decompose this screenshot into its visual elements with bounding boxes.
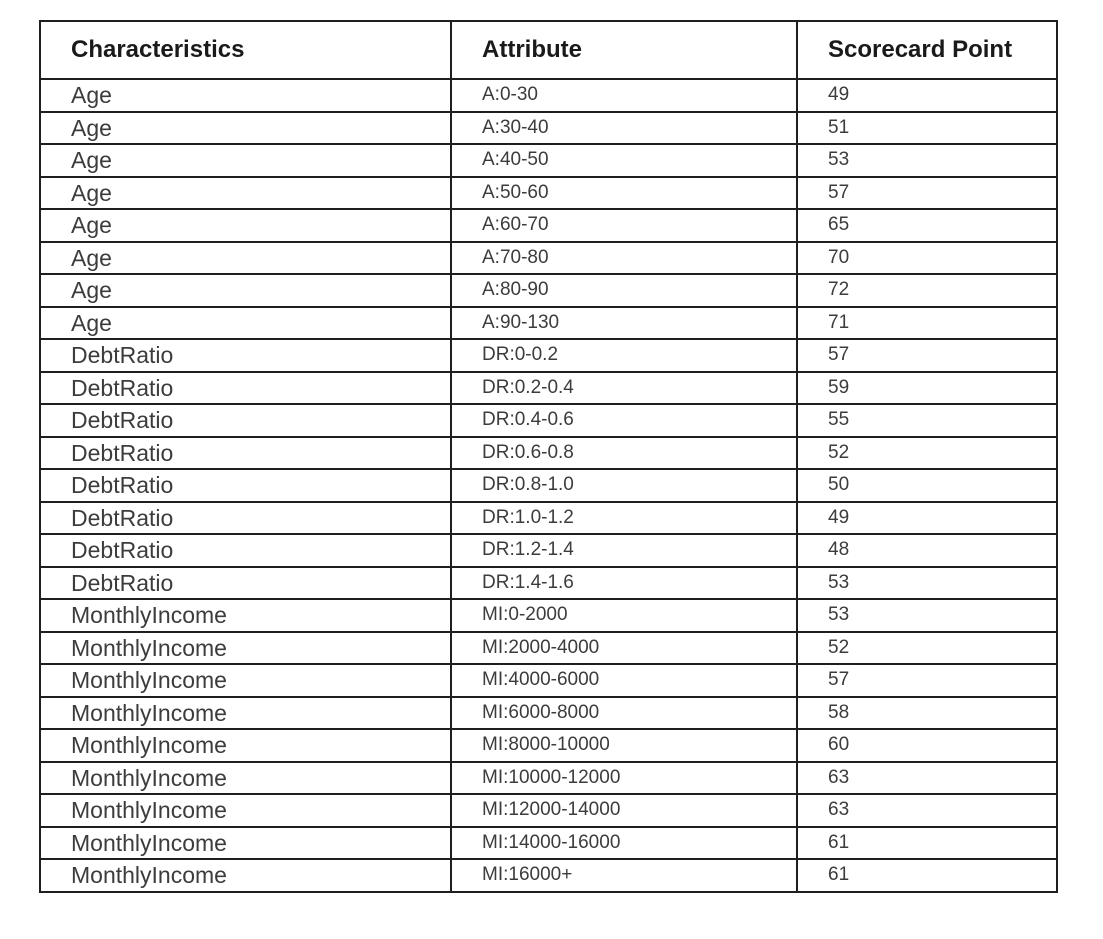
cell-attribute: MI:4000-6000 xyxy=(451,664,797,697)
cell-attribute: MI:14000-16000 xyxy=(451,827,797,860)
table-row xyxy=(40,859,1057,892)
cell-scorecard-point: 59 xyxy=(797,372,1057,405)
cell-attribute: A:0-30 xyxy=(451,79,797,112)
cell-scorecard-point: 48 xyxy=(797,534,1057,567)
table-row xyxy=(40,177,1057,210)
cell-scorecard-point: 50 xyxy=(797,469,1057,502)
cell-characteristic: MonthlyIncome xyxy=(40,664,451,697)
table-row xyxy=(40,209,1057,242)
table-row xyxy=(40,339,1057,372)
table-row xyxy=(40,567,1057,600)
table-row xyxy=(40,599,1057,632)
table-row xyxy=(40,794,1057,827)
cell-characteristic: MonthlyIncome xyxy=(40,827,451,860)
cell-characteristic: DebtRatio xyxy=(40,534,451,567)
cell-scorecard-point: 52 xyxy=(797,437,1057,470)
cell-scorecard-point: 53 xyxy=(797,144,1057,177)
scorecard-table-container xyxy=(39,20,1056,893)
cell-scorecard-point: 53 xyxy=(797,567,1057,600)
cell-attribute: DR:1.2-1.4 xyxy=(451,534,797,567)
cell-characteristic: Age xyxy=(40,274,451,307)
cell-scorecard-point: 63 xyxy=(797,794,1057,827)
cell-attribute: DR:0.4-0.6 xyxy=(451,404,797,437)
cell-characteristic: Age xyxy=(40,79,451,112)
table-row xyxy=(40,632,1057,665)
cell-attribute: MI:2000-4000 xyxy=(451,632,797,665)
cell-attribute: DR:1.4-1.6 xyxy=(451,567,797,600)
cell-characteristic: MonthlyIncome xyxy=(40,859,451,892)
cell-attribute: DR:1.0-1.2 xyxy=(451,502,797,535)
cell-attribute: A:50-60 xyxy=(451,177,797,210)
table-row xyxy=(40,664,1057,697)
cell-scorecard-point: 60 xyxy=(797,729,1057,762)
cell-scorecard-point: 49 xyxy=(797,502,1057,535)
header-scorecard-point: Scorecard Point xyxy=(797,21,1057,79)
cell-scorecard-point: 57 xyxy=(797,177,1057,210)
cell-attribute: MI:10000-12000 xyxy=(451,762,797,795)
cell-characteristic: MonthlyIncome xyxy=(40,762,451,795)
cell-characteristic: Age xyxy=(40,307,451,340)
cell-scorecard-point: 72 xyxy=(797,274,1057,307)
cell-scorecard-point: 51 xyxy=(797,112,1057,145)
cell-attribute: MI:16000+ xyxy=(451,859,797,892)
cell-scorecard-point: 57 xyxy=(797,664,1057,697)
cell-attribute: DR:0.8-1.0 xyxy=(451,469,797,502)
cell-characteristic: MonthlyIncome xyxy=(40,729,451,762)
table-row xyxy=(40,79,1057,112)
cell-attribute: MI:8000-10000 xyxy=(451,729,797,762)
header-row xyxy=(40,21,1057,79)
table-row xyxy=(40,242,1057,275)
table-row xyxy=(40,274,1057,307)
cell-characteristic: Age xyxy=(40,144,451,177)
cell-attribute: A:70-80 xyxy=(451,242,797,275)
cell-characteristic: DebtRatio xyxy=(40,437,451,470)
cell-attribute: A:90-130 xyxy=(451,307,797,340)
cell-attribute: A:60-70 xyxy=(451,209,797,242)
cell-attribute: A:80-90 xyxy=(451,274,797,307)
cell-characteristic: MonthlyIncome xyxy=(40,697,451,730)
cell-scorecard-point: 58 xyxy=(797,697,1057,730)
header-characteristics: Characteristics xyxy=(40,21,451,79)
cell-characteristic: DebtRatio xyxy=(40,502,451,535)
table-row xyxy=(40,827,1057,860)
scorecard-table xyxy=(39,20,1058,893)
cell-scorecard-point: 70 xyxy=(797,242,1057,275)
cell-scorecard-point: 63 xyxy=(797,762,1057,795)
cell-characteristic: MonthlyIncome xyxy=(40,632,451,665)
table-row xyxy=(40,307,1057,340)
cell-characteristic: MonthlyIncome xyxy=(40,794,451,827)
cell-scorecard-point: 55 xyxy=(797,404,1057,437)
cell-attribute: MI:12000-14000 xyxy=(451,794,797,827)
cell-scorecard-point: 52 xyxy=(797,632,1057,665)
cell-characteristic: DebtRatio xyxy=(40,339,451,372)
cell-scorecard-point: 71 xyxy=(797,307,1057,340)
table-row xyxy=(40,729,1057,762)
table-row xyxy=(40,697,1057,730)
cell-characteristic: DebtRatio xyxy=(40,372,451,405)
table-row xyxy=(40,144,1057,177)
cell-characteristic: Age xyxy=(40,242,451,275)
cell-scorecard-point: 65 xyxy=(797,209,1057,242)
cell-attribute: A:30-40 xyxy=(451,112,797,145)
table-header xyxy=(40,21,1057,79)
table-row xyxy=(40,502,1057,535)
cell-attribute: DR:0-0.2 xyxy=(451,339,797,372)
cell-attribute: MI:0-2000 xyxy=(451,599,797,632)
cell-attribute: MI:6000-8000 xyxy=(451,697,797,730)
table-row xyxy=(40,534,1057,567)
table-body xyxy=(40,79,1057,892)
cell-attribute: A:40-50 xyxy=(451,144,797,177)
cell-scorecard-point: 61 xyxy=(797,827,1057,860)
table-row xyxy=(40,372,1057,405)
cell-characteristic: DebtRatio xyxy=(40,469,451,502)
cell-attribute: DR:0.6-0.8 xyxy=(451,437,797,470)
cell-scorecard-point: 61 xyxy=(797,859,1057,892)
cell-characteristic: DebtRatio xyxy=(40,404,451,437)
table-row xyxy=(40,404,1057,437)
cell-scorecard-point: 49 xyxy=(797,79,1057,112)
cell-scorecard-point: 57 xyxy=(797,339,1057,372)
cell-characteristic: MonthlyIncome xyxy=(40,599,451,632)
table-row xyxy=(40,469,1057,502)
table-row xyxy=(40,437,1057,470)
cell-characteristic: Age xyxy=(40,177,451,210)
cell-characteristic: DebtRatio xyxy=(40,567,451,600)
table-row xyxy=(40,112,1057,145)
cell-attribute: DR:0.2-0.4 xyxy=(451,372,797,405)
table-row xyxy=(40,762,1057,795)
cell-characteristic: Age xyxy=(40,112,451,145)
cell-characteristic: Age xyxy=(40,209,451,242)
header-attribute: Attribute xyxy=(451,21,797,79)
cell-scorecard-point: 53 xyxy=(797,599,1057,632)
